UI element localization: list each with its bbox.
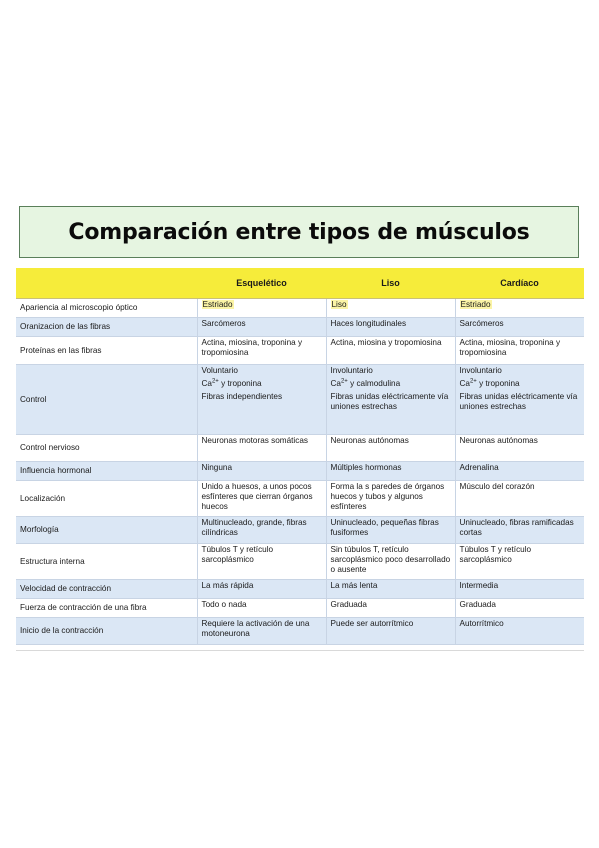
table-cell: [326, 318, 455, 337]
cell-text: Liso: [331, 300, 347, 309]
table-row: [16, 481, 584, 517]
table-cell: [197, 462, 326, 481]
cell-text: Sarcómeros: [459, 319, 504, 328]
row-label: Influencia hormonal: [16, 462, 197, 481]
cell-text: Músculo del corazón: [459, 482, 535, 491]
cell-text: $Ca^{2+}$ y calmodulina: [330, 378, 401, 388]
cell-text: Fibras independientes: [201, 392, 283, 401]
cell-text: $Ca^{2+}$ y troponina: [201, 378, 262, 388]
cell-text: Actina, miosina, troponina y tropomiosina: [201, 338, 303, 357]
cell-text: Sin túbulos T, retículo sarcoplásmico poco desarrollado o ausente: [330, 545, 451, 574]
table-cell: [455, 517, 584, 544]
cell-text: La más lenta: [330, 581, 378, 590]
cell-text: Graduada: [459, 600, 496, 609]
title-banner: [19, 206, 579, 258]
cell-text: Requiere la activación de una motoneurona: [201, 619, 310, 638]
cell-text: Actina, miosina y tropomiosina: [330, 338, 442, 347]
slide: [16, 204, 584, 651]
table-row: [16, 618, 584, 645]
cell-text: Múltiples hormonas: [330, 463, 402, 472]
cell-text: Túbulos T y retículo sarcoplásmico: [459, 545, 532, 564]
cell-text: Fibras unidas eléctricamente vía uniones estrechas: [330, 392, 449, 411]
table-cell: [197, 618, 326, 645]
cell-text: Fibras unidas eléctricamente vía uniones estrechas: [459, 392, 578, 411]
slide-title: Comparación entre tipos de músculos: [68, 219, 530, 245]
table-cell: [455, 299, 584, 318]
row-label: Proteínas en las fibras: [16, 337, 197, 365]
row-label: Fuerza de contracción de una fibra: [16, 599, 197, 618]
table-cell: [326, 299, 455, 318]
cell-text: Neuronas autónomas: [330, 436, 409, 445]
row-label: Inicio de la contracción: [16, 618, 197, 645]
cell-text: La más rápida: [201, 581, 254, 590]
cell-text: Involuntario: [330, 366, 373, 375]
table-cell: [197, 435, 326, 462]
table-cell: [326, 435, 455, 462]
table-cell: [326, 462, 455, 481]
table-cell: [326, 544, 455, 580]
table-row: [16, 337, 584, 365]
table-cell: [326, 365, 455, 435]
table-row: [16, 517, 584, 544]
table-row: [16, 365, 584, 435]
table-cell: [197, 337, 326, 365]
table-cell: [455, 481, 584, 517]
cell-text: Estriado: [460, 300, 491, 309]
table-cell: [197, 365, 326, 435]
row-label: Oranizacion de las fibras: [16, 318, 197, 337]
table-cell: [455, 318, 584, 337]
table-row: [16, 435, 584, 462]
table-cell: [197, 517, 326, 544]
table-cell: [197, 544, 326, 580]
table-cell: [455, 599, 584, 618]
table-row: [16, 544, 584, 580]
cell-text: Uninucleado, pequeñas fibras fusiformes: [330, 518, 439, 537]
cell-text: Multinucleado, grande, fibras cilíndricas: [201, 518, 307, 537]
table-cell: [326, 618, 455, 645]
row-label: Control nervioso: [16, 435, 197, 462]
comparison-table: [16, 268, 584, 645]
header-corner: [16, 268, 197, 299]
table-cell: [326, 517, 455, 544]
table-cell: [326, 337, 455, 365]
table-cell: [455, 365, 584, 435]
table-cell: [455, 580, 584, 599]
cell-text: Forma la s paredes de órganos huecos y tubos y algunos esfínteres: [330, 482, 445, 511]
table-cell: [197, 481, 326, 517]
row-label: Morfología: [16, 517, 197, 544]
table-cell: [455, 544, 584, 580]
table-cell: [197, 318, 326, 337]
cell-text: Neuronas autónomas: [459, 436, 538, 445]
cell-text: Involuntario: [459, 366, 502, 375]
row-label: Apariencia al microscopio óptico: [16, 299, 197, 318]
table-cell: [455, 618, 584, 645]
header-row: [16, 268, 584, 299]
row-label: Velocidad de contracción: [16, 580, 197, 599]
cell-text: Todo o nada: [201, 600, 247, 609]
table-cell: [197, 299, 326, 318]
header-skeletal: Esquelético: [197, 268, 326, 299]
table-row: [16, 318, 584, 337]
row-label: Control: [16, 365, 197, 435]
table-cell: [455, 462, 584, 481]
table-cell: [197, 599, 326, 618]
cell-text: Túbulos T y retículo sarcoplásmico: [201, 545, 274, 564]
header-cardiac: Cardíaco: [455, 268, 584, 299]
cell-text: Uninucleado, fibras ramificadas cortas: [459, 518, 574, 537]
table-cell: [326, 481, 455, 517]
cell-text: Haces longitudinales: [330, 319, 407, 328]
cell-text: Unido a huesos, a unos pocos esfínteres que cierran órganos huecos: [201, 482, 313, 511]
cell-text: Actina, miosina, troponina y tropomiosina: [459, 338, 561, 357]
cell-text: Graduada: [330, 600, 367, 609]
table-cell: [326, 599, 455, 618]
cell-text: Estriado: [202, 300, 233, 309]
table-row: [16, 462, 584, 481]
row-label: Estructura interna: [16, 544, 197, 580]
cell-text: Neuronas motoras somáticas: [201, 436, 308, 445]
cell-text: Voluntario: [201, 366, 238, 375]
table-row: [16, 580, 584, 599]
table-body: [16, 299, 584, 645]
cell-text: Adrenalina: [459, 463, 499, 472]
cell-text: Puede ser autorrítmico: [330, 619, 414, 628]
table-cell: [326, 580, 455, 599]
table-row: [16, 299, 584, 318]
table-cell: [197, 580, 326, 599]
cell-text: Sarcómeros: [201, 319, 246, 328]
row-label: Localización: [16, 481, 197, 517]
cell-text: Autorrítmico: [459, 619, 504, 628]
cell-text: $Ca^{2+}$ y troponina: [459, 378, 520, 388]
table-row: [16, 599, 584, 618]
cell-text: Intermedia: [459, 581, 499, 590]
cell-text: Ninguna: [201, 463, 232, 472]
table-cell: [455, 435, 584, 462]
table-cell: [455, 337, 584, 365]
header-smooth: Liso: [326, 268, 455, 299]
